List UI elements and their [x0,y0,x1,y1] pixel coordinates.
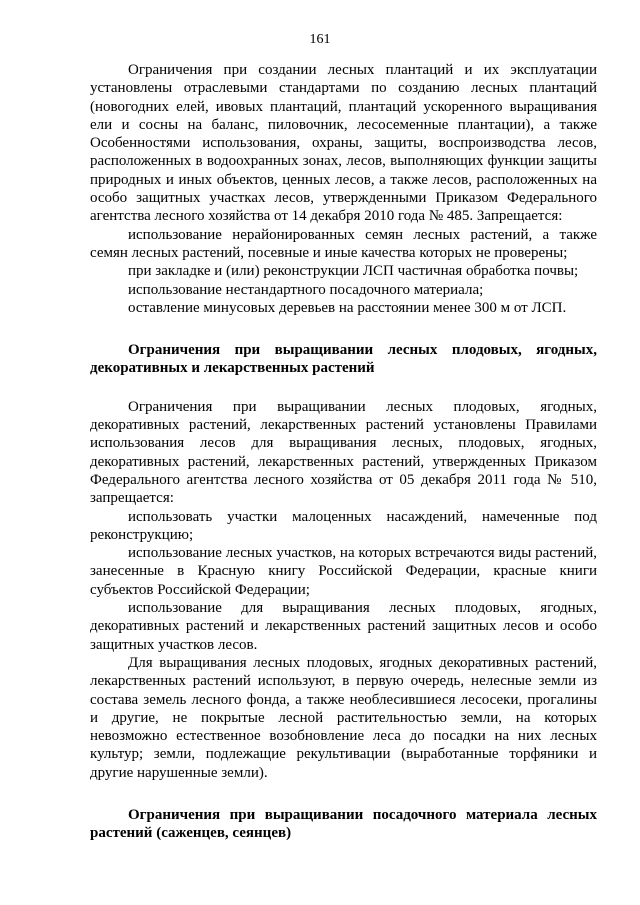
section2-heading: Ограничения при выращивании лесных плодовых, ягодных, декоративных и лекарственных растений [90,342,597,377]
page-content [90,61,597,843]
section2-intro-paragraph: Ограничения при выращивании лесных плодовых, ягодных, декоративных растений, лекарственных растений установлены Правилами использования лесов для выращивания лесных, плодовых, ягодных, декоративных растений, лекарственных растений, утвержденных Приказом Федерального агентства лесного хозяйства от 05 декабря 2011 года № 510, запрещается: [90,398,597,507]
section1-intro-paragraph: Ограничения при создании лесных плантаций и их эксплуатации установлены отраслевыми стандартами по созданию лесных плантаций (новогодних елей, ивовых плантаций, плантаций ускоренного выращивания ели и сосны на баланс, пиловочник, лесосеменные плантации), а также Особенностями использования, охраны, защиты, воспроизводства лесов, расположенных в водоохранных зонах, лесов, выполняющих функции защиты природных и иных объектов, ценных лесов, а также лесов, расположенных на особо защитных участках лесов, утвержденными Приказом Федерального агентства лесного хозяйства от 14 декабря 2010 года № 485. Запрещается: [90,62,597,225]
section2-list-item: использовать участки малоценных насаждений, намеченные под реконструкцию; [90,508,597,543]
section2-list-item: использование для выращивания лесных плодовых, ягодных, декоративных растений и лекарственных растений защитных лесов и особо защитных участков лесов. [90,600,597,653]
section1-list-item: использование нерайонированных семян лесных растений, а также семян лесных растений, посевные и иные качества которых не проверены; [90,226,597,261]
section-spacer [90,378,597,398]
section1-list-item: использование нестандартного посадочного материала; [128,281,484,298]
section1-list-item: оставление минусовых деревьев на расстоянии менее 300 м от ЛСП. [128,299,567,316]
section3-heading: Ограничения при выращивании посадочного материала лесных растений (саженцев, сеянцев) [90,806,597,842]
section2-closing-paragraph: Для выращивания лесных плодовых, ягодных декоративных растений, лекарственных растений используют, в первую очередь, нелесные земли из состава земель лесного фонда, а также необлесившиеся лесосеки, прогалины и другие, не покрытые лесной растительностью земли, на которых невозможно естественное возобновление леса до посадки на них лесных культур; земли, подлежащие рекультивации (выработанные торфяники и другие нарушенные земли). [90,654,597,781]
section2-list-item: использование лесных участков, на которых встречаются виды растений, занесенные в Красную книгу Российской Федерации, красные книги субъектов Российской Федерации; [90,545,597,598]
section-spacer [90,317,597,341]
section-spacer [90,782,597,806]
page-number: 161 [309,32,331,47]
section1-list-item: при закладке и (или) реконструкции ЛСП частичная обработка почвы; [128,263,579,280]
